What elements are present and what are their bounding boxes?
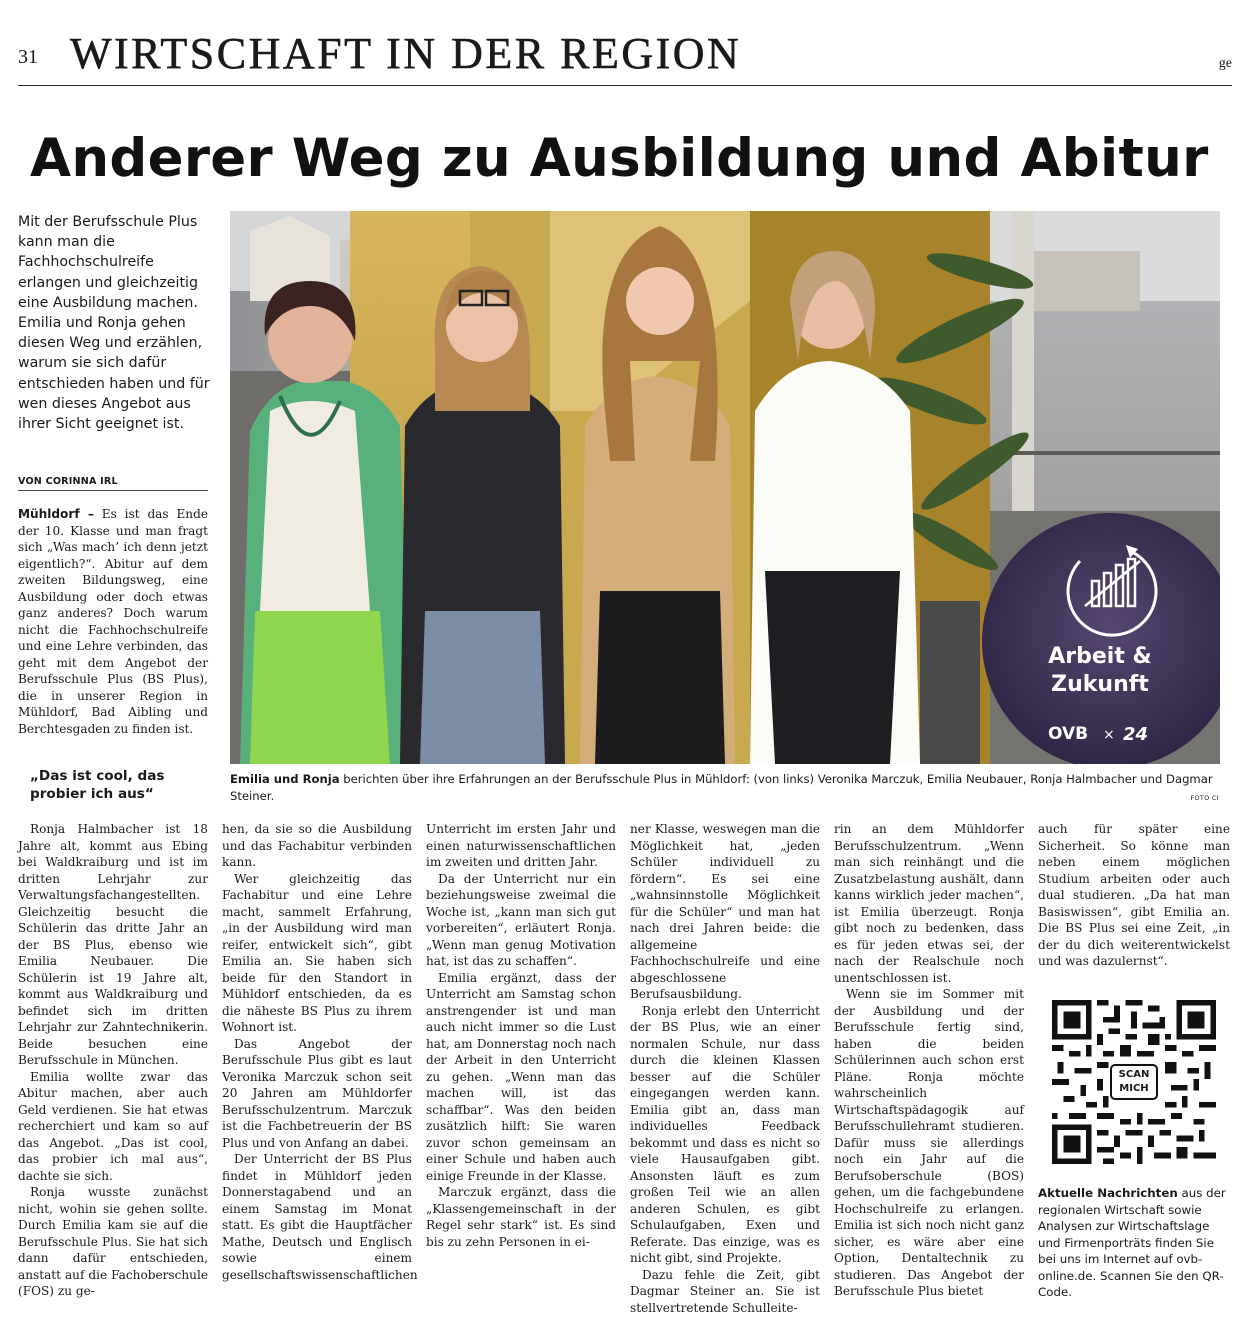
page-header: [18, 28, 1232, 86]
paragraph: hen, da sie so die Ausbildung und das Fachabitur verbinden kann.: [222, 822, 412, 869]
paragraph: auch für später eine Sicherheit. So könne man neben einem möglichen Studium arbeiten oder auch dual studieren. „Da hat man Basiswissen“, gibt Emilia an. Die BS Plus sei eine Zeit, „in der du dich weiterentwickelst und was dazulernst“.: [1038, 822, 1230, 968]
photo-credit: FOTO CI: [1190, 794, 1219, 802]
paragraph: Der Unterricht der BS Plus findet in Mühldorf jeden Donnerstagabend und an einem Samstag im Monat statt. Es gibt die Hauptfächer Mathe, Deutsch und Englisch sowie einem gesellschaftswissenschaftlichen: [222, 1152, 418, 1282]
badge-line1: Arbeit &: [1048, 644, 1152, 669]
paragraph: Ronja Halmbacher ist 18 Jahre alt, kommt aus Ebing bei Waldkraiburg und ist im dritten Lehrjahr zur Verwaltungsfachangestellten. Gleichzeitig besucht die Schülerin das dritte Jahr an der BS Plus, ebenso wie Emilia Neubauer. Die Schülerin ist 19 Jahre alt, kommt aus Waldkraiburg und befindet sich im dritten Lehrjahr zur Zahntechnikerin. Beide besuchen eine Berufsschule in München.: [18, 822, 208, 1067]
qr-label-line1: SCAN: [1118, 1069, 1150, 1080]
paragraph: Emilia ergänzt, dass der Unterricht am Samstag schon anstrengender ist und man auch nicht immer so die Lust hat, am Donnerstag noch nach der Arbeit in den Unterricht zu gehen. „Wenn man das machen will, ist das schaffbar“. Was den beiden zusätzlich hilft: Sie waren zuvor schon gemeinsam an einer Schule und haben auch einige Freunde in der Klasse.: [426, 970, 616, 1183]
paragraph: Das Angebot der Berufsschule Plus gibt es laut Veronika Marczuk schon seit 20 Jahren am Mühldorfer Berufsschulzentrum. Marczuk ist die Fachbetreuerin der BS Plus und von Anfang an dabei.: [222, 1036, 412, 1150]
photo-illustration: [230, 211, 1220, 764]
body-column-4: [630, 821, 820, 1316]
paragraph: Da der Unterricht nur ein beziehungsweise zweimal die Woche ist, „kann man sich gut vorbereiten“, erläutert Ronja. „Wenn man genug Motivation hat, ist das zu schaffen“.: [426, 871, 616, 968]
paragraph: rin an dem Mühldorfer Berufsschulzentrum. „Wenn man sich reinhängt und die Zusatzbelastung aushält, dann kanns wirklich jeder machen“, ist Emilia überzeugt. Ronja gibt noch zu bedenken, dass es für jeden etwas sei, der nach der Realschule noch unentschlossen ist.: [834, 822, 1024, 985]
edition-code: ge: [1218, 56, 1232, 71]
article-subhead: „Das ist cool, das probier ich aus“: [30, 768, 165, 802]
badge-line2: Zukunft: [1051, 672, 1149, 697]
body-column-6: [1038, 821, 1230, 970]
paragraph: Unterricht im ersten Jahr und einen naturwissenschaftlichen im zweiten und dritten Jahr.: [426, 822, 616, 869]
paragraph: Ronja erlebt den Unterricht der BS Plus, wie an einer normalen Schule, nur dass durch die kleinen Klassen besser auf die Schüler eingegangen werden kann. Emilia gibt an, dass man individuelles Feedback bekommt und dass es nicht so viele Hausaufgaben gibt. Ansonsten läuft es zum großen Teil wie an allen anderen Schulen, es gibt Schulaufgaben, Exen und Referate. Das einzige, was es nicht gibt, sind Projekte.: [630, 1003, 820, 1265]
article-headline: Anderer Weg zu Ausbildung und Abitur: [30, 128, 1209, 189]
info-bold: Aktuelle Nachrichten: [1038, 1186, 1178, 1200]
section-title: WIRTSCHAFT IN DER REGION: [70, 29, 742, 78]
badge-times: ×: [1103, 727, 1115, 743]
paragraph: Wenn sie im Sommer mit der Ausbildung und der Berufsschule fertig sind, haben die beiden Schülerinnen auch schon erst Pläne. Ronja möchte wahrscheinlich Wirtschaftspädagogik auf Berufsschullehramt studieren. Dafür muss sie allerdings noch ein Jahr auf die Berufsoberschule (BOS) gehen, um die fachgebundene Hochschulreife zu erlangen. Emilia ist sich noch nicht ganz sicher, es wäre aber eine Option, Dentaltechnik zu studieren. Das Angebot der Berufsschule Plus bietet: [834, 987, 1024, 1298]
paragraph: Marczuk ergänzt, dass die „Klassengemeinschaft in der Regel sehr stark“ ist. Es sind bis zu zehn Personen in ei-: [426, 1185, 616, 1249]
body-column-3: [426, 821, 616, 1250]
photo-caption: [230, 771, 1220, 805]
caption-text: berichten über ihre Erfahrungen an der Berufsschule Plus in Mühldorf: (von links) Veronika Marczuk, Emilia Neubauer, Ronja Halmbacher und Dagmar Steiner.: [230, 772, 1213, 803]
paragraph: Dazu fehle die Zeit, gibt Dagmar Steiner an. Sie ist stellvertretende Schulleite-: [630, 1267, 820, 1315]
dateline: Mühldorf –: [18, 507, 94, 521]
info-box: [1038, 1185, 1230, 1301]
article-photo: [230, 211, 1220, 764]
paragraph: Emilia wollte zwar das Abitur machen, aber auch Geld verdienen. Sie hat etwas recherchiert und kam so auf das Angebot. „Das ist cool, das probier ich mal aus“, dachte sie sich.: [18, 1069, 208, 1183]
paragraph: ner Klasse, weswegen man die Möglichkeit hat, „jeden Schüler individuell zu fördern“. Es sei eine „wahnsinnstolle Möglichkeit für die Schüler“ und man hat nach drei Jahren beide: die allgemeine Fachhochschulreife und eine abgeschlossene Berufsausbildung.: [630, 822, 820, 1001]
paragraph: Wer gleichzeitig das Fachabitur und eine Lehre macht, sammelt Erfahrung, „in der Ausbildung wird man reifer, entwickelt sich“, gibt Emilia an. Sie haben sich beide für den Standort in Mühldorf entschieden, da es die näheste BS Plus zu ihrem Wohnort ist.: [222, 871, 412, 1034]
body-column-1: [18, 821, 208, 1300]
article-byline: VON CORINNA IRL: [18, 476, 208, 491]
info-text: aus der regionalen Wirtschaft sowie Analysen zur Wirtschaftslage und Firmenporträts finden Sie bei uns im Internet auf ovb-online.de. Scannen Sie den QR-Code.: [1038, 1186, 1226, 1299]
badge-brand: OVB: [1048, 724, 1089, 744]
article-lead: [18, 506, 208, 737]
paragraph: Ronja wusste zunächst nicht, wohin sie gehen sollte. Durch Emilia kam sie auf die Berufsschule Plus. Sie hat sich dann dafür entschieden, anstatt auf die Fachoberschule (FOS) zu ge-: [18, 1185, 208, 1298]
article-intro: Mit der Berufsschule Plus kann man die Fachhochschulreife erlangen und gleichzeitig eine Ausbildung machen. Emilia und Ronja gehen diesen Weg und erzählen, warum sie sich dafür entschieden haben und für wen dieses Angebot aus ihrer Sicht geeignet ist.: [18, 214, 210, 433]
page-number: 31: [18, 46, 38, 68]
qr-label-line2: MICH: [1119, 1083, 1149, 1094]
caption-bold: Emilia und Ronja: [230, 772, 340, 786]
body-column-5: [834, 821, 1024, 1300]
badge-partner: 24: [1123, 724, 1149, 745]
body-column-2: [222, 821, 418, 1283]
qr-scan-label: [1110, 1064, 1158, 1100]
lead-text: Es ist das Ende der 10. Klasse und man fragt sich „Was mach’ ich denn jetzt eigentlich?“. Abitur auf dem zweiten Bildungsweg, eine Ausbildung oder doch etwas ganz anderes? Doch warum nicht die Fachhochschulreife und eine Lehre verbinden, das geht mit dem Angebot der Berufsschule Plus (BS Plus), die in unserer Region in Mühldorf, Bad Aibling und Berchtesgaden zu finden ist.: [18, 507, 208, 736]
